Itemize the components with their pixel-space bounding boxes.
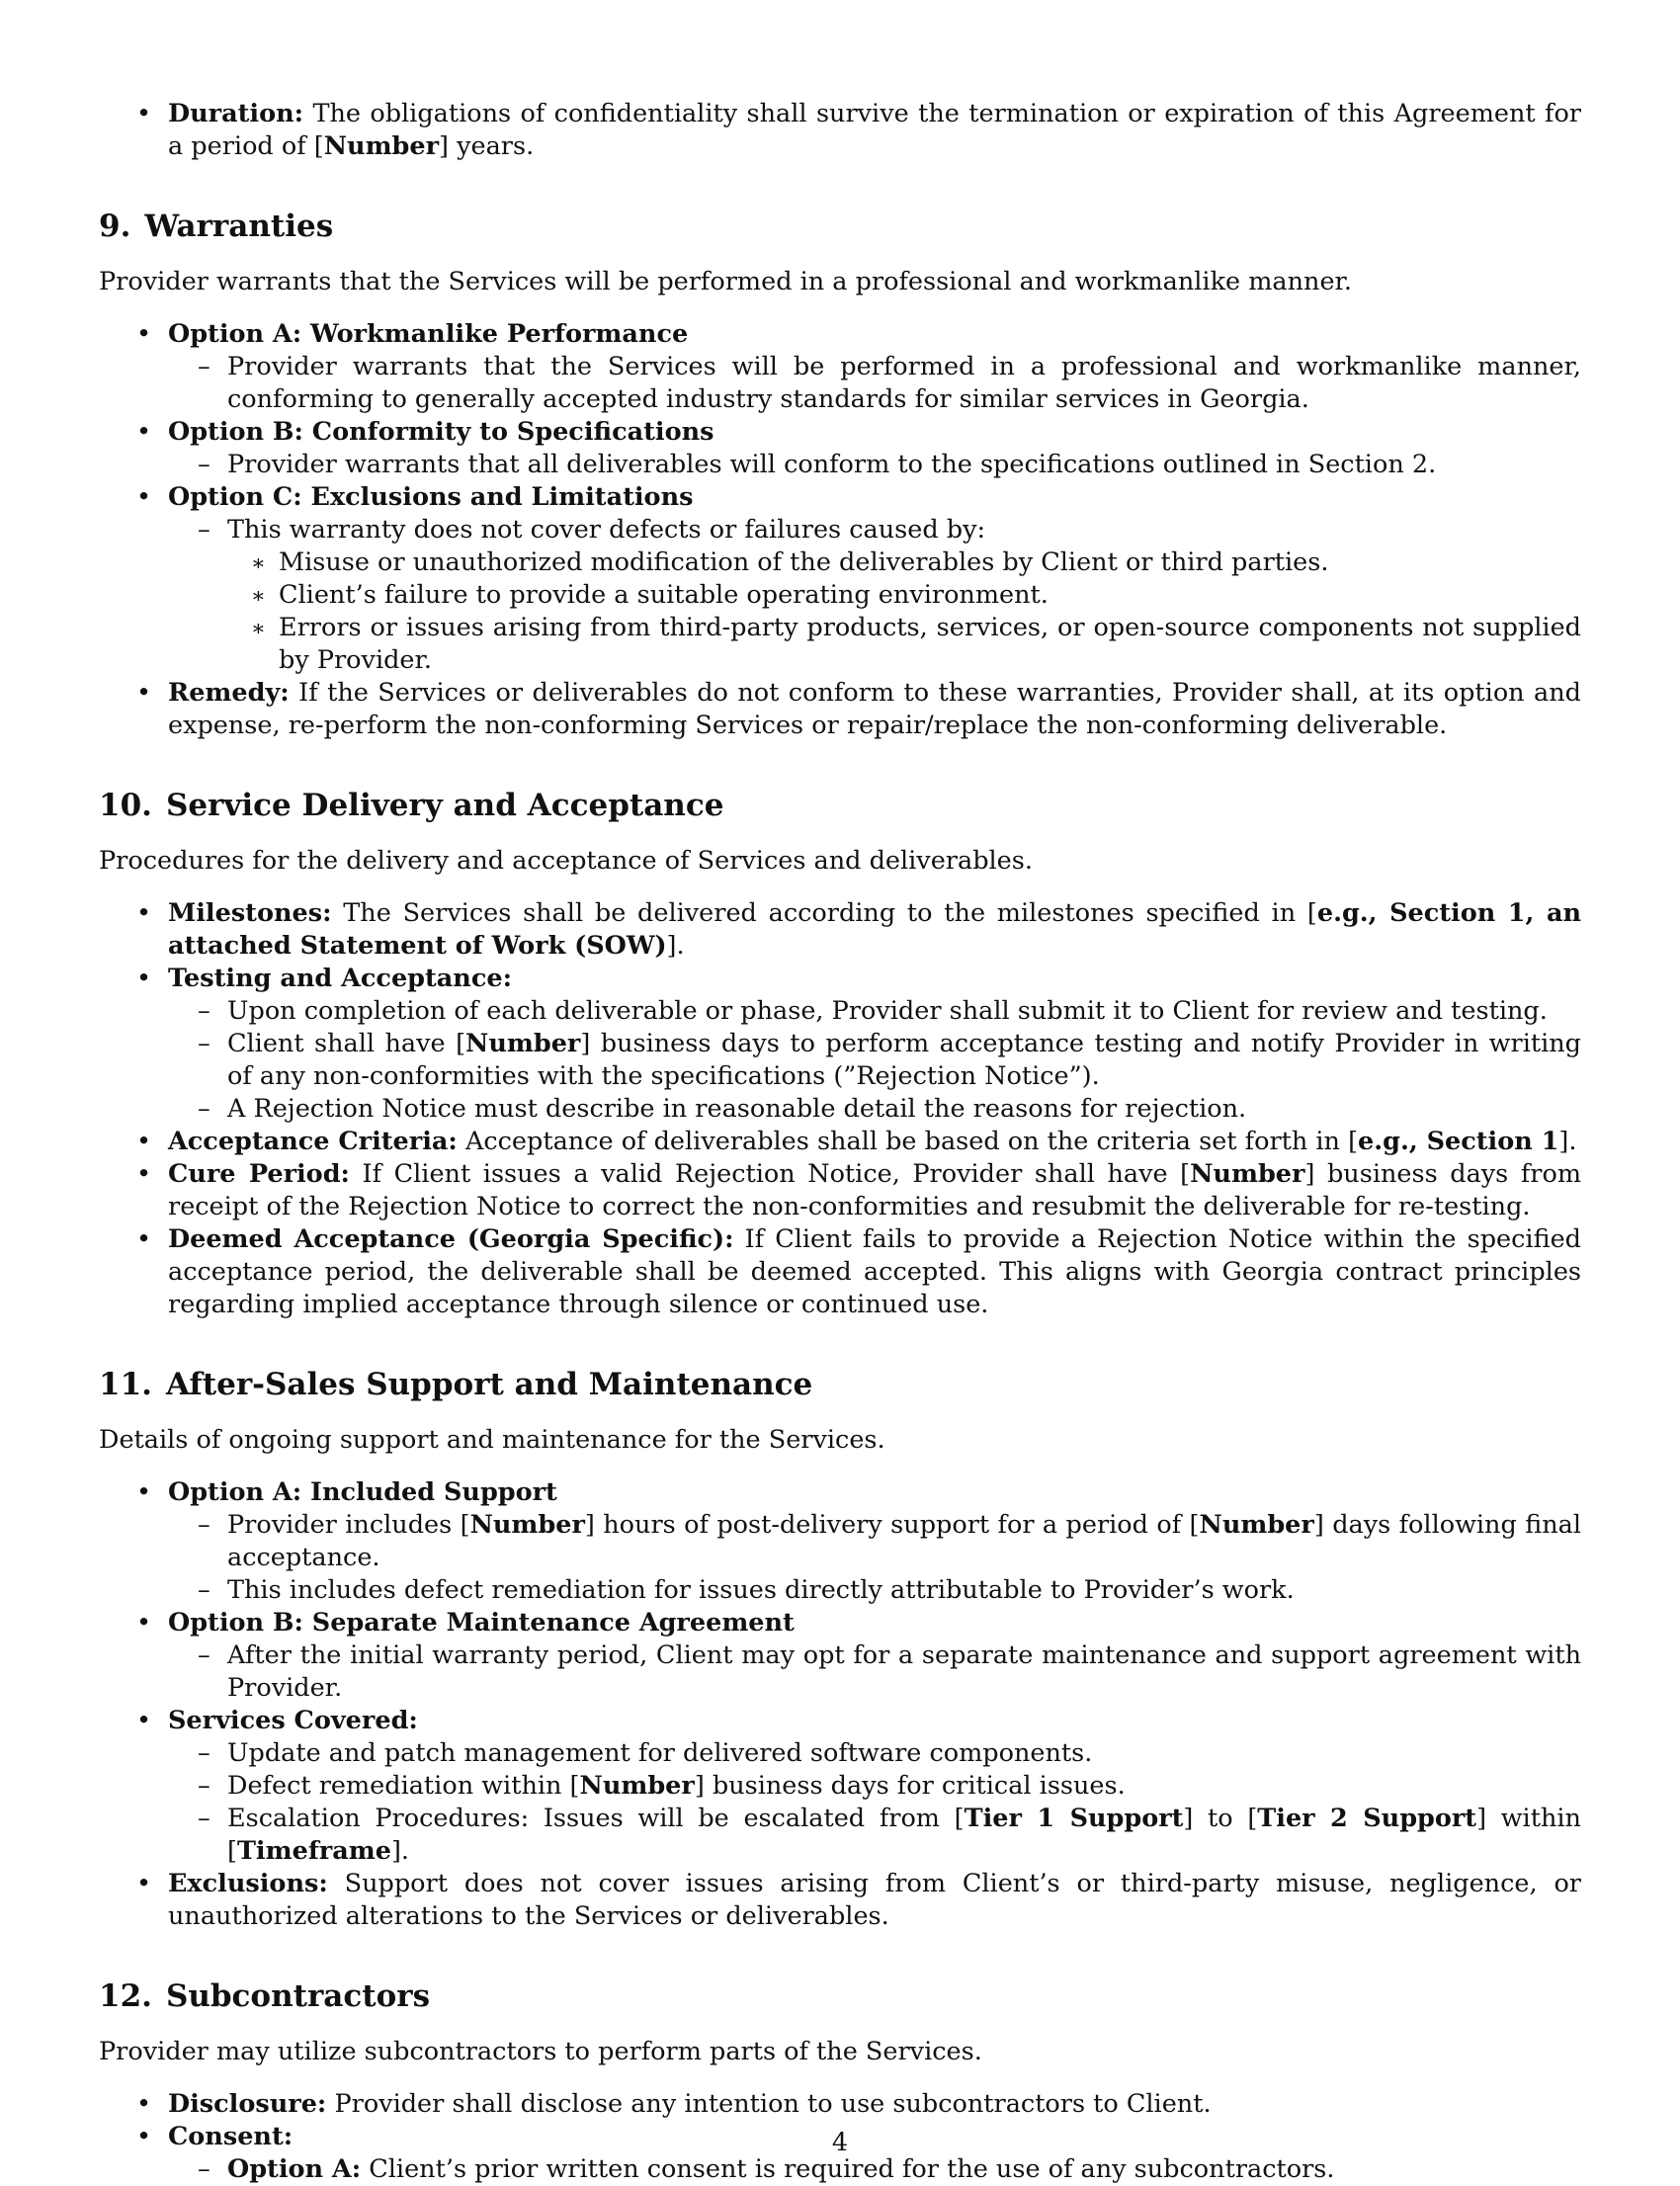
asterisk-icon: ∗ bbox=[251, 551, 266, 576]
sub-sub-item bbox=[227, 612, 1581, 677]
list-item-option-c bbox=[99, 481, 1581, 677]
item-label: Option A: Workmanlike Performance bbox=[168, 319, 689, 349]
list-item-exclusions bbox=[99, 1868, 1581, 1933]
item-label: Deemed Acceptance (Georgia Specific): bbox=[168, 1224, 734, 1254]
item-text: ] business days to perform acceptance testing and notify Provider in writing of any non-conformities with the specifications (”Rejection Notice”). bbox=[227, 1029, 1582, 1091]
list-item-option-b bbox=[99, 416, 1581, 481]
bullet-icon: • bbox=[136, 2122, 152, 2151]
item-text: This warranty does not cover defects or failures caused by: bbox=[227, 515, 986, 545]
section-heading-9 bbox=[99, 207, 1581, 246]
item-label: Consent: bbox=[168, 2122, 294, 2151]
dash-icon: – bbox=[198, 515, 210, 545]
item-label: Milestones: bbox=[168, 898, 332, 928]
section-title: Warranties bbox=[144, 209, 334, 244]
section-number: 10. bbox=[99, 788, 152, 823]
item-text: Misuse or unauthorized modification of the deliverables by Client or third parties. bbox=[279, 547, 1329, 577]
dash-icon: – bbox=[198, 450, 210, 479]
item-text: Defect remediation within [ bbox=[227, 1771, 580, 1801]
item-text: ] within [ bbox=[227, 1804, 1581, 1866]
bullet-icon: • bbox=[136, 1706, 152, 1735]
placeholder-text: Timeframe bbox=[236, 1836, 391, 1866]
section-intro: Procedures for the delivery and acceptance of Services and deliverables. bbox=[99, 846, 1033, 876]
bullet-icon: • bbox=[136, 482, 152, 512]
asterisk-icon: ∗ bbox=[251, 617, 266, 641]
item-text: Client’s failure to provide a suitable operating environment. bbox=[279, 580, 1049, 610]
list-item-disclosure bbox=[99, 2088, 1581, 2121]
list-item-remedy bbox=[99, 677, 1581, 742]
duration-list bbox=[99, 98, 1581, 163]
bullet-icon: • bbox=[136, 2089, 152, 2119]
item-label: Cure Period: bbox=[168, 1159, 350, 1189]
item-label: Exclusions: bbox=[168, 1869, 328, 1898]
section-number: 11. bbox=[99, 1367, 152, 1402]
item-text: ] years. bbox=[439, 131, 535, 161]
placeholder-number: Number bbox=[1199, 1510, 1314, 1540]
item-text: ] business days for critical issues. bbox=[694, 1771, 1126, 1801]
sub-item bbox=[168, 1803, 1581, 1868]
list-item-deemed bbox=[99, 1223, 1581, 1321]
bullet-icon: • bbox=[136, 964, 152, 993]
item-label: Option C: Exclusions and Limitations bbox=[168, 482, 694, 512]
placeholder-number: Number bbox=[465, 1029, 581, 1058]
item-label: Option B: Conformity to Specifications bbox=[168, 417, 714, 447]
item-label: Option A: Included Support bbox=[168, 1477, 557, 1507]
sub-item bbox=[168, 1093, 1581, 1126]
bullet-icon: • bbox=[136, 1608, 152, 1638]
page-number: 4 bbox=[831, 2128, 849, 2157]
item-text: Update and patch management for delivered software components. bbox=[227, 1738, 1093, 1768]
dash-icon: – bbox=[198, 1094, 210, 1124]
section-intro: Provider warrants that the Services will be performed in a professional and workmanlike manner. bbox=[99, 267, 1353, 296]
list-item-milestones bbox=[99, 897, 1581, 963]
support-list bbox=[99, 1476, 1581, 1933]
sub-list bbox=[168, 995, 1581, 1126]
dash-icon: – bbox=[198, 996, 210, 1026]
section-intro: Details of ongoing support and maintenance for the Services. bbox=[99, 1425, 885, 1455]
sub-item bbox=[168, 1640, 1581, 1705]
dash-icon: – bbox=[198, 1640, 210, 1670]
list-item-option-b bbox=[99, 1607, 1581, 1705]
item-text: ] to [ bbox=[1183, 1804, 1258, 1833]
bullet-icon: • bbox=[136, 898, 152, 928]
list-item-option-a bbox=[99, 1476, 1581, 1607]
item-text: After the initial warranty period, Client may opt for a separate maintenance and support agreement with Provider. bbox=[227, 1640, 1581, 1703]
sub-list bbox=[168, 1640, 1581, 1705]
bullet-icon: • bbox=[136, 678, 152, 708]
bullet-icon: • bbox=[136, 99, 152, 128]
sub-item bbox=[168, 995, 1581, 1028]
item-text: Client shall have [ bbox=[227, 1029, 466, 1058]
section-heading-12 bbox=[99, 1976, 1581, 2016]
item-text: Provider warrants that all deliverables will conform to the specifications outlined in Section 2. bbox=[227, 450, 1437, 479]
dash-icon: – bbox=[198, 1510, 210, 1540]
list-item-option-a bbox=[99, 318, 1581, 416]
item-label: Option B: Separate Maintenance Agreement bbox=[168, 1608, 795, 1638]
item-label: Acceptance Criteria: bbox=[168, 1127, 458, 1156]
item-label: Disclosure: bbox=[168, 2089, 327, 2119]
placeholder-text: Tier 2 Support bbox=[1257, 1804, 1477, 1833]
list-item-cure bbox=[99, 1158, 1581, 1223]
item-text: Provider shall disclose any intention to use subcontractors to Client. bbox=[334, 2089, 1212, 2119]
sub-sub-item bbox=[227, 579, 1581, 612]
item-label: Remedy: bbox=[168, 678, 290, 708]
asterisk-icon: ∗ bbox=[251, 584, 266, 609]
section-heading-10 bbox=[99, 786, 1581, 825]
bullet-icon: • bbox=[136, 319, 152, 349]
sub-list bbox=[168, 449, 1581, 481]
item-text: of [ bbox=[281, 131, 324, 161]
item-text: Provider warrants that the Services will be performed in a professional and workmanlike manner, conforming to generally accepted industry standards for similar services in Georgia. bbox=[227, 352, 1581, 414]
list-item-duration bbox=[99, 98, 1581, 163]
item-text: Provider includes [ bbox=[227, 1510, 470, 1540]
item-text: ]. bbox=[390, 1836, 410, 1866]
item-text: ] days following final acceptance. bbox=[227, 1510, 1581, 1572]
item-label: Duration: bbox=[168, 99, 304, 128]
sub-item bbox=[168, 1574, 1581, 1607]
list-item-criteria bbox=[99, 1126, 1581, 1158]
item-text: Client’s prior written consent is required for the use of any subcontractors. bbox=[369, 2154, 1335, 2184]
section-title: Service Delivery and Acceptance bbox=[165, 788, 724, 823]
item-text: The Services shall be delivered according to the milestones specified in [ bbox=[343, 898, 1317, 928]
item-text: If Client fails to provide a Rejection Notice within the specified acceptance period, the deliverable shall be deemed accepted. This aligns with Georgia contract principles regarding implied acceptance through silence or continued use. bbox=[168, 1224, 1581, 1319]
item-text: Errors or issues arising from third-party products, services, or open-source components not supplied by Provider. bbox=[279, 613, 1581, 675]
item-text: This includes defect remediation for issues directly attributable to Provider’s work. bbox=[227, 1575, 1295, 1605]
dash-icon: – bbox=[198, 1804, 210, 1833]
placeholder-number: Number bbox=[469, 1510, 585, 1540]
section-number: 12. bbox=[99, 1978, 152, 2014]
dash-icon: – bbox=[198, 1738, 210, 1768]
item-text: The obligations of confidentiality shall survive the termination or expiration of this Agreement for a period bbox=[168, 99, 1581, 161]
dash-icon: – bbox=[198, 352, 210, 381]
sub-item bbox=[168, 351, 1581, 416]
bullet-icon: • bbox=[136, 1869, 152, 1898]
item-text: Upon completion of each deliverable or phase, Provider shall submit it to Client for review and testing. bbox=[227, 996, 1548, 1026]
sub-item bbox=[168, 1028, 1581, 1093]
item-text: ]. bbox=[666, 931, 685, 961]
page-content bbox=[99, 98, 1581, 2186]
item-text: Support does not cover issues arising from Client’s or third-party misuse, negligence, or unauthorized alterations to the Services or deliverables. bbox=[168, 1869, 1581, 1931]
placeholder-text: e.g., Section 1 bbox=[1358, 1127, 1559, 1156]
item-text: ] business days from receipt of the Rejection Notice to correct the non-conformities and resubmit the deliverable for re-testing. bbox=[168, 1159, 1582, 1221]
bullet-icon: • bbox=[136, 1224, 152, 1254]
bullet-icon: • bbox=[136, 1159, 152, 1189]
item-text: If the Services or deliverables do not conform to these warranties, Provider shall, at its option and expense, re-perform the non-conforming Services or repair/replace the non-conforming deliverable. bbox=[168, 678, 1581, 740]
placeholder-text: e.g., Section 1, an attached Statement of Work (SOW) bbox=[168, 898, 1582, 961]
item-text: A Rejection Notice must describe in reasonable detail the reasons for rejection. bbox=[227, 1094, 1247, 1124]
section-title: Subcontractors bbox=[165, 1978, 431, 2014]
section-number: 9. bbox=[99, 209, 131, 244]
dash-icon: – bbox=[198, 2154, 210, 2184]
bullet-icon: • bbox=[136, 417, 152, 447]
placeholder-number: Number bbox=[1190, 1159, 1305, 1189]
delivery-list bbox=[99, 897, 1581, 1321]
sub-list bbox=[168, 1737, 1581, 1868]
section-intro: Provider may utilize subcontractors to perform parts of the Services. bbox=[99, 2037, 982, 2066]
section-title: After-Sales Support and Maintenance bbox=[165, 1367, 813, 1402]
bullet-icon: • bbox=[136, 1477, 152, 1507]
sub-item bbox=[168, 514, 1581, 677]
dash-icon: – bbox=[198, 1575, 210, 1605]
sub-list bbox=[168, 1509, 1581, 1607]
placeholder-text: Tier 1 Support bbox=[964, 1804, 1184, 1833]
sub-item bbox=[168, 1770, 1581, 1803]
sub-sub-list bbox=[227, 546, 1581, 677]
item-text: ] hours of post-delivery support for a period of [ bbox=[584, 1510, 1200, 1540]
item-label: Testing and Acceptance: bbox=[168, 964, 513, 993]
item-text: Acceptance of deliverables shall be based on the criteria set forth in [ bbox=[464, 1127, 1359, 1156]
sub-sub-item bbox=[227, 546, 1581, 579]
item-label: Services Covered: bbox=[168, 1706, 418, 1735]
bullet-icon: • bbox=[136, 1127, 152, 1156]
item-text: Escalation Procedures: Issues will be escalated from [ bbox=[227, 1804, 965, 1833]
sub-list bbox=[168, 351, 1581, 416]
sub-item bbox=[168, 1737, 1581, 1770]
list-item-testing bbox=[99, 963, 1581, 1126]
dash-icon: – bbox=[198, 1771, 210, 1801]
placeholder-number: Number bbox=[579, 1771, 695, 1801]
item-label: Option A: bbox=[227, 2154, 362, 2184]
sub-item bbox=[168, 449, 1581, 481]
sub-item bbox=[168, 1509, 1581, 1574]
warranties-list bbox=[99, 318, 1581, 742]
placeholder-number: Number bbox=[323, 131, 440, 161]
list-item-covered bbox=[99, 1705, 1581, 1868]
section-heading-11 bbox=[99, 1365, 1581, 1404]
item-text: If Client issues a valid Rejection Notice, Provider shall have [ bbox=[362, 1159, 1191, 1189]
sub-list bbox=[168, 514, 1581, 677]
item-text: ]. bbox=[1558, 1127, 1577, 1156]
dash-icon: – bbox=[198, 1029, 210, 1058]
